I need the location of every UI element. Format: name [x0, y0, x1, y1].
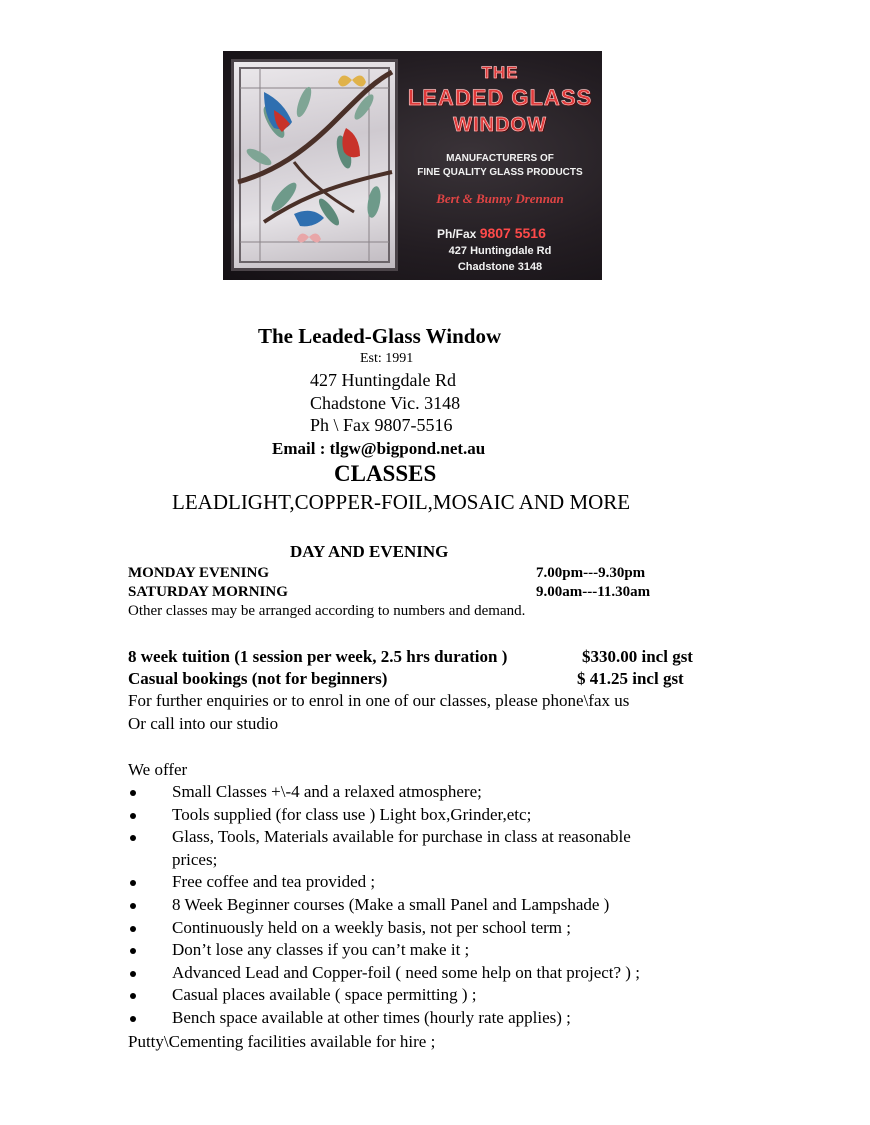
session-day-saturday: SATURDAY MORNING — [128, 584, 288, 600]
card-title-line3: WINDOW — [453, 114, 547, 136]
bullet-icon — [130, 926, 136, 932]
casual-label: Casual bookings (not for beginners) — [128, 669, 388, 688]
list-item — [128, 804, 640, 827]
casual-price: $ 41.25 incl gst — [577, 669, 684, 688]
card-phone — [437, 225, 546, 241]
offer-footer: Putty\Cementing facilities available for hire ; — [128, 1032, 436, 1051]
session-time-monday: 7.00pm---9.30pm — [536, 565, 646, 581]
phone-fax: Ph \ Fax 9807-5516 — [310, 415, 453, 435]
schedule-heading: DAY AND EVENING — [290, 542, 449, 561]
card-title-line2: LEADED GLASS — [407, 85, 593, 110]
list-item — [128, 984, 640, 1007]
classes-subheading: LEADLIGHT,COPPER-FOIL,MOSAIC AND MORE — [172, 490, 631, 514]
list-item-text: Small Classes +\-4 and a relaxed atmosphere; — [172, 782, 482, 801]
list-item — [128, 871, 640, 894]
business-name: The Leaded-Glass Window — [258, 324, 502, 348]
session-time-saturday: 9.00am---11.30am — [536, 584, 651, 600]
list-item — [128, 962, 640, 985]
bullet-icon — [130, 835, 136, 841]
card-tagline-line2: FINE QUALITY GLASS PRODUCTS — [417, 167, 583, 178]
stained-glass-window-image — [231, 59, 398, 271]
offer-heading: We offer — [128, 760, 188, 779]
tuition-price: $330.00 incl gst — [582, 647, 693, 666]
list-item — [128, 917, 640, 940]
bullet-icon — [130, 790, 136, 796]
tuition-label: 8 week tuition (1 session per week, 2.5 hrs duration ) — [128, 647, 508, 666]
card-owners: Bert & Bunny Drennan — [436, 191, 564, 206]
list-item-text: Free coffee and tea provided ; — [172, 872, 376, 892]
bullet-icon — [130, 948, 136, 954]
list-item — [128, 1007, 640, 1030]
bullet-icon — [130, 813, 136, 819]
bullet-icon — [130, 993, 136, 999]
card-phone-number: 9807 5516 — [479, 225, 546, 241]
list-item-text: Advanced Lead and Copper-foil ( need some help on that project? ) ; — [172, 962, 640, 982]
card-tagline-line1: MANUFACTURERS OF — [446, 153, 554, 164]
enquiry-line2: Or call into our studio — [128, 714, 279, 733]
list-item-text: Don’t lose any classes if you can’t make it ; — [172, 940, 470, 960]
list-item — [128, 781, 640, 804]
stained-glass-illustration — [234, 62, 395, 268]
list-item-text: Tools supplied (for class use ) Light box,Grinder,etc; — [172, 804, 532, 824]
bullet-icon — [130, 880, 136, 886]
enquiry-line1: For further enquiries or to enrol in one of our classes, please phone\fax us — [128, 691, 630, 710]
bullet-icon — [130, 903, 136, 909]
classes-heading: CLASSES — [334, 461, 437, 486]
classes-note: Other classes may be arranged according to numbers and demand. — [128, 603, 526, 619]
list-item-text: Continuously held on a weekly basis, not per school term ; — [172, 917, 571, 937]
card-address-line2: Chadstone 3148 — [457, 261, 543, 273]
list-item-continuation — [128, 849, 640, 872]
list-item — [128, 894, 640, 917]
email-address[interactable]: Email : tlgw@bigpond.net.au — [272, 439, 486, 458]
address-line2: Chadstone Vic. 3148 — [310, 393, 461, 413]
list-item-text: Bench space available at other times (hourly rate applies) ; — [172, 1007, 571, 1027]
card-phone-label: Ph/Fax — [437, 227, 477, 241]
list-item-text: Casual places available ( space permitting ) ; — [172, 985, 477, 1005]
list-item — [128, 939, 640, 962]
offer-list — [128, 781, 640, 1030]
bullet-icon — [130, 971, 136, 977]
address-line1: 427 Huntingdale Rd — [310, 370, 456, 390]
session-day-monday: MONDAY EVENING — [128, 565, 269, 581]
list-item-text: prices; — [172, 849, 218, 869]
established-date: Est: 1991 — [360, 351, 414, 366]
business-card — [223, 51, 602, 280]
bullet-icon — [130, 1016, 136, 1022]
list-item-text: Glass, Tools, Materials available for purchase in class at reasonable — [172, 827, 631, 847]
card-address-line1: 427 Huntingdale Rd — [448, 245, 552, 257]
card-title-line1: THE — [481, 63, 519, 82]
list-item-text: 8 Week Beginner courses (Make a small Panel and Lampshade ) — [172, 894, 610, 914]
list-item — [128, 826, 640, 849]
